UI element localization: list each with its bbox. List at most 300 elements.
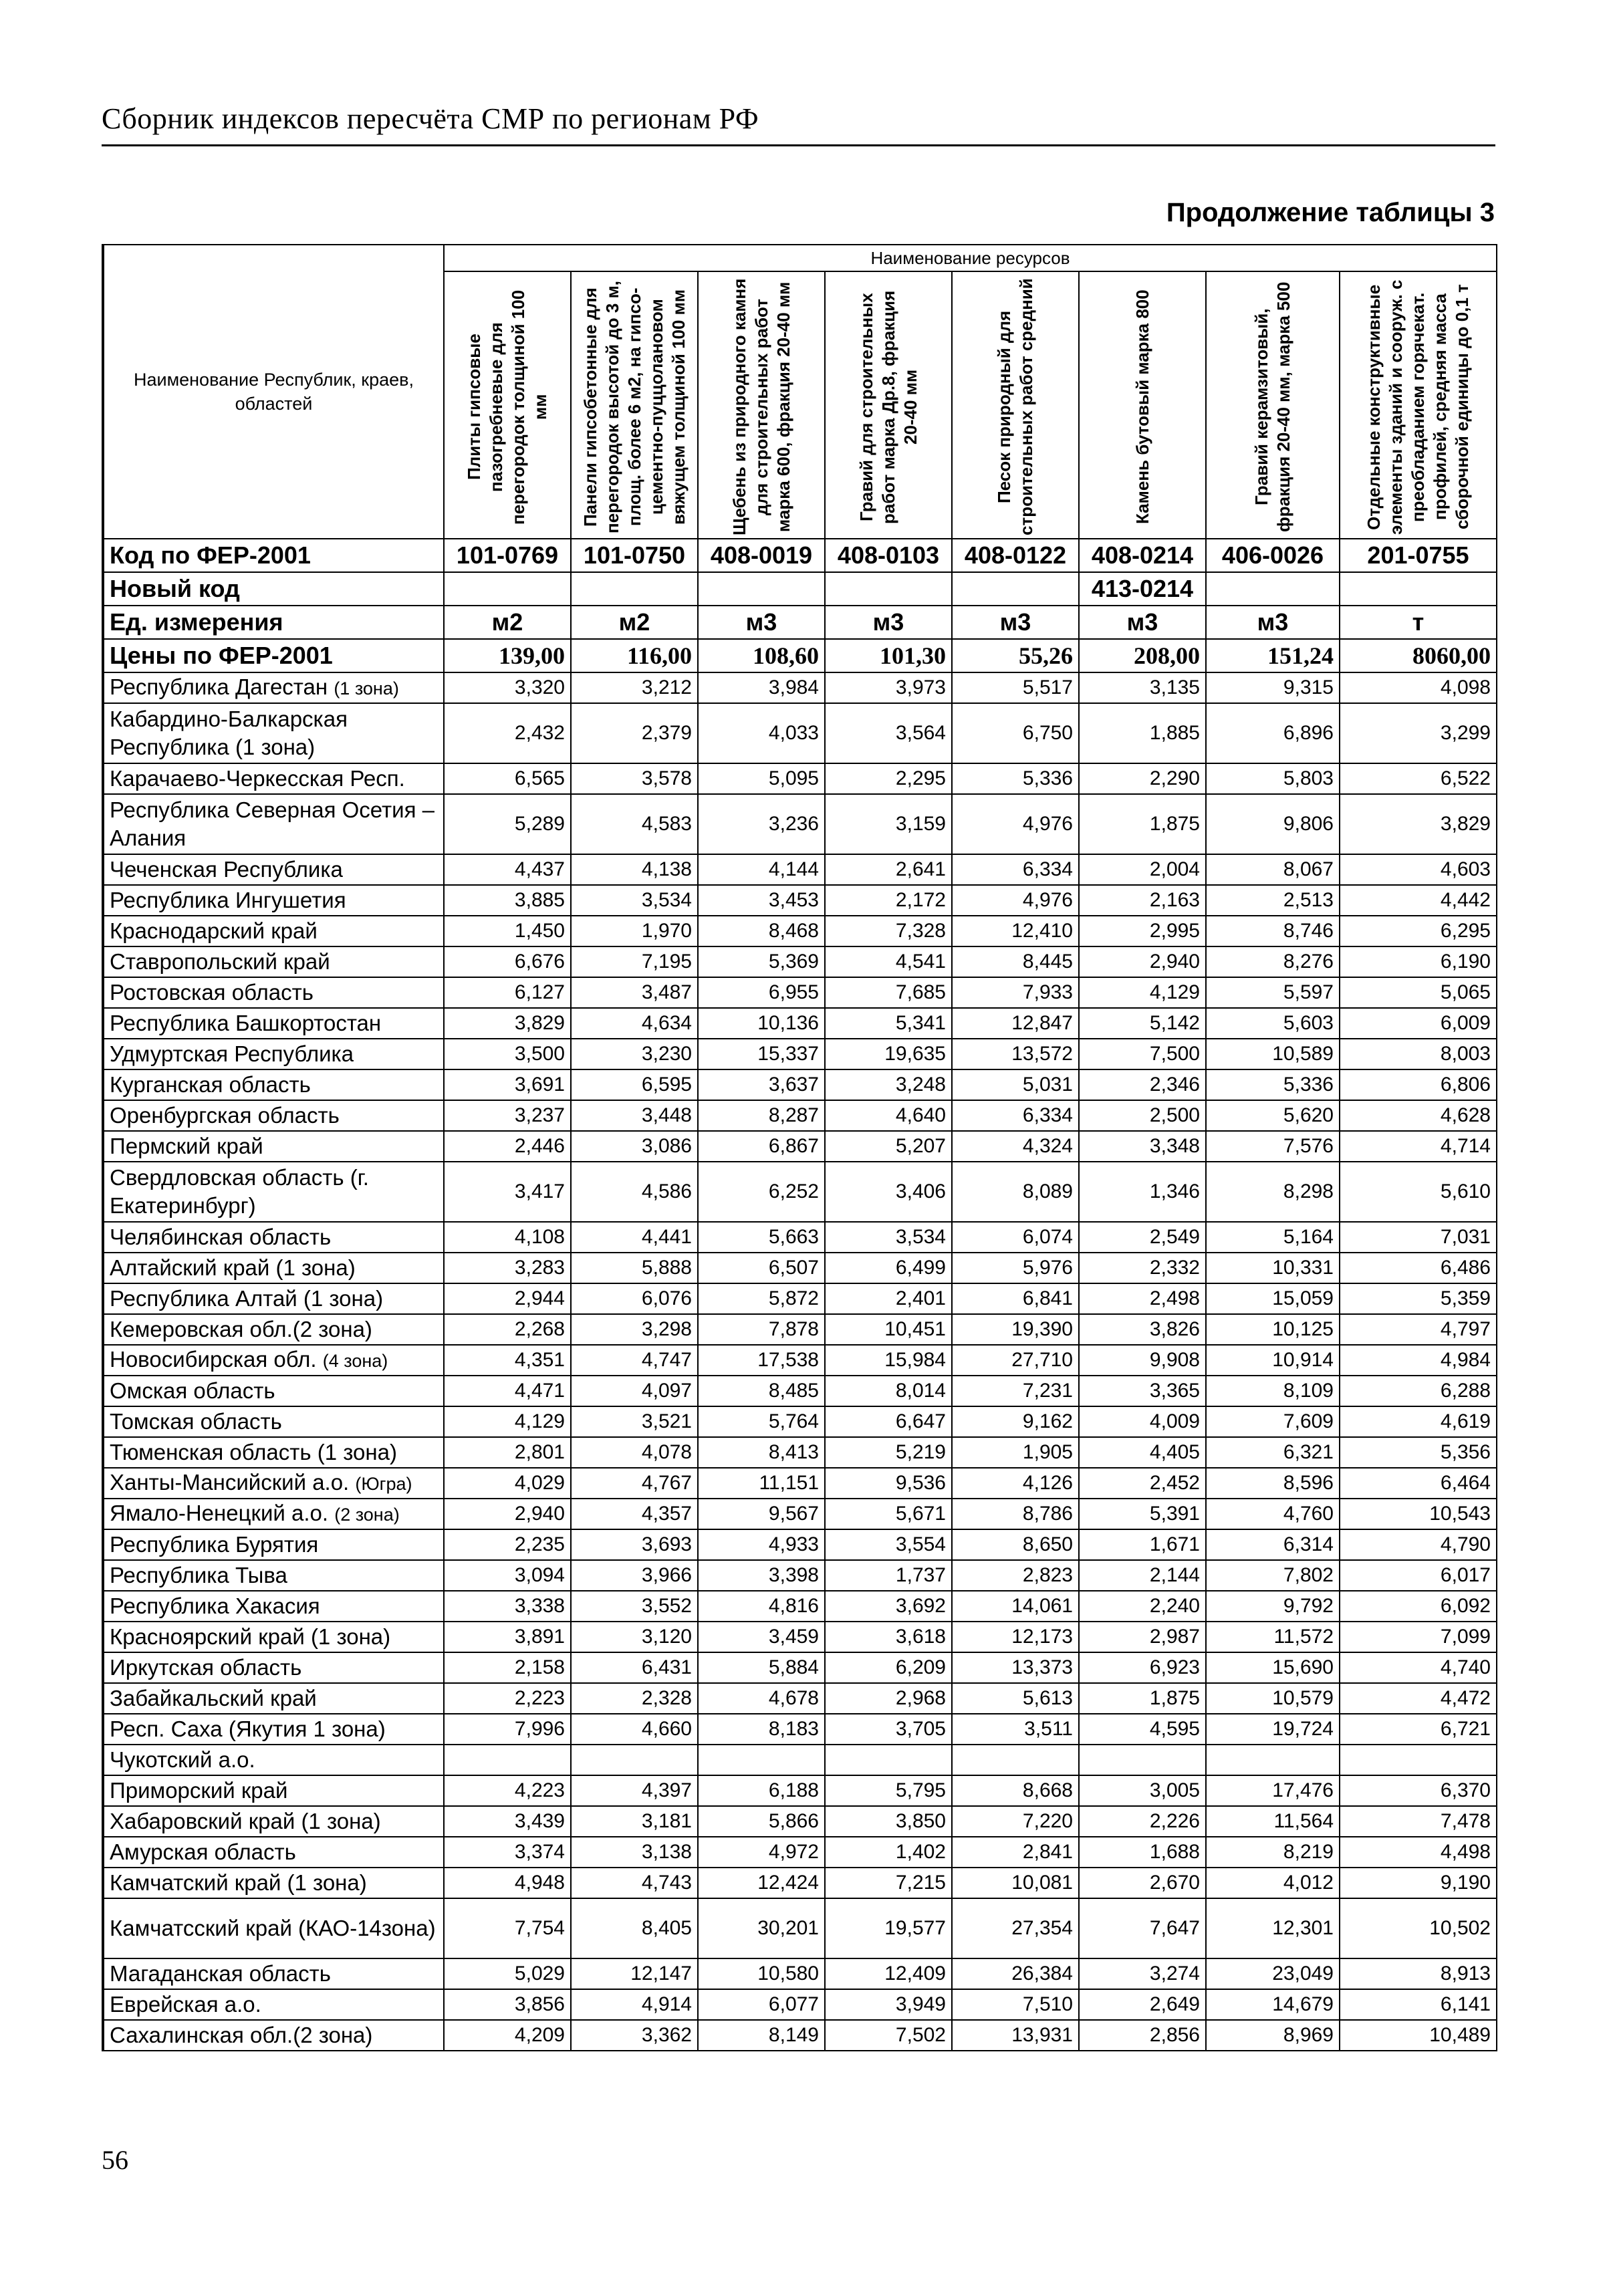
index-value-cell: 8,149 (698, 2020, 825, 2051)
index-value-cell: 4,012 (1206, 1868, 1340, 1898)
index-value-cell: 4,933 (698, 1529, 825, 1560)
index-value-cell: 6,431 (571, 1652, 698, 1683)
index-value-cell: 7,478 (1340, 1806, 1497, 1837)
resource-column-header (1079, 271, 1206, 539)
index-value-cell: 4,972 (698, 1837, 825, 1868)
index-value-cell: 6,321 (1206, 1437, 1340, 1468)
table-row (103, 1222, 1497, 1253)
index-value-cell: 6,923 (1079, 1652, 1206, 1683)
region-name (103, 1253, 444, 1283)
index-value-cell: 4,351 (444, 1345, 571, 1376)
index-value-cell: 13,373 (952, 1652, 1079, 1683)
index-value-cell: 5,872 (698, 1283, 825, 1314)
index-value-cell: 6,009 (1340, 1008, 1497, 1039)
index-value-cell: 4,583 (571, 794, 698, 854)
unit-row-label: Ед. измерения (103, 606, 444, 639)
index-value-cell: 7,328 (825, 916, 952, 946)
index-value-cell: 4,595 (1079, 1714, 1206, 1745)
index-value-cell: 2,332 (1079, 1253, 1206, 1283)
price-cell: 8060,00 (1340, 639, 1497, 672)
table-row (103, 703, 1497, 763)
index-value-cell: 6,896 (1206, 703, 1340, 763)
index-value-cell: 4,603 (1340, 854, 1497, 885)
region-name-text: Краснодарский край (110, 918, 318, 943)
index-value-cell: 7,500 (1079, 1039, 1206, 1069)
index-value-cell: 8,746 (1206, 916, 1340, 946)
region-name (103, 794, 444, 854)
index-value-cell: 2,987 (1079, 1622, 1206, 1652)
index-value-cell: 5,029 (444, 1958, 571, 1989)
index-value-cell: 30,201 (698, 1898, 825, 1958)
region-name (103, 1222, 444, 1253)
region-name-text: Камчатсский край (КАО-14зона) (110, 1916, 436, 1940)
index-value-cell: 5,095 (698, 763, 825, 794)
index-value-cell: 6,750 (952, 703, 1079, 763)
region-name-text: Свердловская область (г. Екатеринбург) (110, 1165, 369, 1218)
index-value-cell: 7,215 (825, 1868, 952, 1898)
index-value-cell: 6,522 (1340, 763, 1497, 794)
new-code-cell: 413-0214 (1079, 572, 1206, 606)
resource-column-header-text: Щебень из природного камня для строительных работ марка 600, фракция 20-40 мм (729, 278, 793, 536)
index-value-cell: 8,913 (1340, 1958, 1497, 1989)
resource-index-table (102, 244, 1497, 2051)
index-value-cell: 5,884 (698, 1652, 825, 1683)
index-value-cell: 6,077 (698, 1989, 825, 2020)
index-value-cell: 27,354 (952, 1898, 1079, 1958)
index-value-cell: 4,405 (1079, 1437, 1206, 1468)
index-value-cell: 6,295 (1340, 916, 1497, 946)
index-value-cell: 4,714 (1340, 1131, 1497, 1162)
index-value-cell: 5,289 (444, 794, 571, 854)
code-row-label: Код по ФЕР-2001 (103, 539, 444, 572)
index-value-cell: 3,554 (825, 1529, 952, 1560)
region-name-text: Республика Бурятия (110, 1532, 319, 1557)
index-value-cell (1340, 1745, 1497, 1775)
index-value-cell: 2,856 (1079, 2020, 1206, 2051)
index-value-cell: 4,397 (571, 1775, 698, 1806)
index-value-cell: 8,668 (952, 1775, 1079, 1806)
region-zone-suffix: (Югра) (355, 1474, 412, 1494)
table-row (103, 763, 1497, 794)
region-name-text: Красноярский край (1 зона) (110, 1624, 391, 1649)
table-row (103, 1131, 1497, 1162)
index-value-cell: 15,984 (825, 1345, 952, 1376)
index-value-cell: 7,754 (444, 1898, 571, 1958)
index-value-cell: 1,346 (1079, 1162, 1206, 1222)
index-value-cell: 5,663 (698, 1222, 825, 1253)
index-value-cell: 8,183 (698, 1714, 825, 1745)
index-value-cell: 4,144 (698, 854, 825, 885)
index-value-cell: 3,534 (825, 1222, 952, 1253)
index-value-cell: 6,334 (952, 854, 1079, 885)
region-name-text: Республика Дагестан (110, 674, 328, 699)
index-value-cell: 15,690 (1206, 1652, 1340, 1683)
index-value-cell: 6,647 (825, 1406, 952, 1437)
index-value-cell: 8,445 (952, 946, 1079, 977)
index-value-cell: 3,453 (698, 885, 825, 916)
region-name (103, 1837, 444, 1868)
fer-code-cell: 408-0122 (952, 539, 1079, 572)
region-name (103, 1499, 444, 1529)
index-value-cell: 4,976 (952, 885, 1079, 916)
index-value-cell: 10,125 (1206, 1314, 1340, 1345)
table-row (103, 672, 1497, 703)
index-value-cell: 2,823 (952, 1560, 1079, 1591)
index-value-cell: 5,603 (1206, 1008, 1340, 1039)
region-name (103, 703, 444, 763)
table-row (103, 1591, 1497, 1622)
index-value-cell: 8,014 (825, 1376, 952, 1406)
index-value-cell: 3,487 (571, 977, 698, 1008)
region-name (103, 1131, 444, 1162)
region-name-text: Иркутская область (110, 1655, 302, 1680)
index-value-cell: 4,437 (444, 854, 571, 885)
index-value-cell: 2,670 (1079, 1868, 1206, 1898)
index-value-cell: 11,151 (698, 1468, 825, 1499)
index-value-cell: 6,190 (1340, 946, 1497, 977)
index-value-cell: 3,973 (825, 672, 952, 703)
index-value-cell: 3,448 (571, 1100, 698, 1131)
index-value-cell: 2,223 (444, 1683, 571, 1714)
index-value-cell: 12,147 (571, 1958, 698, 1989)
index-value-cell: 4,541 (825, 946, 952, 977)
index-value-cell: 5,597 (1206, 977, 1340, 1008)
index-value-cell: 2,498 (1079, 1283, 1206, 1314)
index-value-cell: 3,135 (1079, 672, 1206, 703)
index-value-cell: 4,790 (1340, 1529, 1497, 1560)
index-value-cell: 3,691 (444, 1069, 571, 1100)
index-value-cell: 9,162 (952, 1406, 1079, 1437)
index-value-cell: 4,098 (1340, 672, 1497, 703)
region-zone-suffix: (2 зона) (334, 1505, 400, 1525)
index-value-cell: 8,969 (1206, 2020, 1340, 2051)
region-name (103, 1591, 444, 1622)
index-value-cell: 3,949 (825, 1989, 952, 2020)
region-name (103, 1652, 444, 1683)
table-row (103, 885, 1497, 916)
index-value-cell: 10,331 (1206, 1253, 1340, 1283)
index-value-cell: 3,552 (571, 1591, 698, 1622)
index-value-cell: 5,671 (825, 1499, 952, 1529)
new-code-cell (952, 572, 1079, 606)
index-value-cell: 9,806 (1206, 794, 1340, 854)
region-name (103, 1162, 444, 1222)
new-code-cell (698, 572, 825, 606)
region-name-text: Магаданская область (110, 1961, 331, 1986)
region-name (103, 1100, 444, 1131)
index-value-cell: 3,094 (444, 1560, 571, 1591)
index-value-cell: 8,067 (1206, 854, 1340, 885)
resource-column-header (952, 271, 1079, 539)
index-value-cell: 4,498 (1340, 1837, 1497, 1868)
index-value-cell: 5,888 (571, 1253, 698, 1283)
index-value-cell: 3,348 (1079, 1131, 1206, 1162)
region-name-text: Челябинская область (110, 1225, 332, 1249)
unit-cell: м3 (825, 606, 952, 639)
resource-column-header (444, 271, 571, 539)
region-name (103, 1345, 444, 1376)
index-value-cell: 7,996 (444, 1714, 571, 1745)
region-name (103, 1437, 444, 1468)
index-value-cell (1206, 1745, 1340, 1775)
region-name-text: Еврейская а.о. (110, 1992, 261, 2017)
index-value-cell: 5,803 (1206, 763, 1340, 794)
resource-column-header-text: Гравий керамзитовый, фракция 20-40 мм, марка 500 (1251, 281, 1293, 533)
index-value-cell: 3,966 (571, 1560, 698, 1591)
unit-cell: т (1340, 606, 1497, 639)
index-value-cell: 4,033 (698, 703, 825, 763)
index-value-cell: 2,968 (825, 1683, 952, 1714)
index-value-cell: 9,536 (825, 1468, 952, 1499)
index-value-cell: 3,829 (1340, 794, 1497, 854)
index-value-cell: 6,595 (571, 1069, 698, 1100)
index-value-cell: 3,298 (571, 1314, 698, 1345)
index-value-cell: 5,164 (1206, 1222, 1340, 1253)
index-value-cell: 7,933 (952, 977, 1079, 1008)
index-value-cell: 3,885 (444, 885, 571, 916)
region-name (103, 946, 444, 977)
index-value-cell: 5,356 (1340, 1437, 1497, 1468)
index-value-cell: 5,065 (1340, 977, 1497, 1008)
region-name (103, 1406, 444, 1437)
index-value-cell: 5,976 (952, 1253, 1079, 1283)
region-name-text: Ростовская область (110, 980, 314, 1005)
region-name (103, 1039, 444, 1069)
index-value-cell: 4,097 (571, 1376, 698, 1406)
index-value-cell: 4,816 (698, 1591, 825, 1622)
index-value-cell: 12,301 (1206, 1898, 1340, 1958)
table-row (103, 946, 1497, 977)
region-name (103, 1560, 444, 1591)
index-value-cell: 5,219 (825, 1437, 952, 1468)
table-row (103, 1714, 1497, 1745)
index-value-cell: 5,610 (1340, 1162, 1497, 1222)
resource-column-header-text: Гравий для строительных работ марка Др.8, фракция 20-40 мм (856, 290, 920, 524)
index-value-cell: 4,223 (444, 1775, 571, 1806)
region-name-text: Ханты-Мансийский а.о. (110, 1470, 350, 1495)
index-value-cell: 3,320 (444, 672, 571, 703)
region-name-text: Хабаровский край (1 зона) (110, 1809, 381, 1833)
index-value-cell: 8,298 (1206, 1162, 1340, 1222)
region-name (103, 1775, 444, 1806)
index-value-cell: 4,619 (1340, 1406, 1497, 1437)
index-value-cell: 2,235 (444, 1529, 571, 1560)
index-value-cell: 12,424 (698, 1868, 825, 1898)
index-value-cell (444, 1745, 571, 1775)
index-value-cell: 3,459 (698, 1622, 825, 1652)
index-value-cell: 2,452 (1079, 1468, 1206, 1499)
table-row (103, 1499, 1497, 1529)
index-value-cell: 4,029 (444, 1468, 571, 1499)
fer-code-cell: 101-0750 (571, 539, 698, 572)
index-value-cell: 8,405 (571, 1898, 698, 1958)
table-row (103, 1345, 1497, 1376)
index-value-cell: 4,747 (571, 1345, 698, 1376)
index-value-cell: 8,109 (1206, 1376, 1340, 1406)
resource-column-header (825, 271, 952, 539)
price-row-label: Цены по ФЕР-2001 (103, 639, 444, 672)
index-value-cell: 5,336 (1206, 1069, 1340, 1100)
index-value-cell: 2,649 (1079, 1989, 1206, 2020)
index-value-cell: 6,841 (952, 1283, 1079, 1314)
index-value-cell: 6,017 (1340, 1560, 1497, 1591)
index-value-cell: 2,446 (444, 1131, 571, 1162)
index-value-cell: 4,628 (1340, 1100, 1497, 1131)
index-value-cell: 7,220 (952, 1806, 1079, 1837)
index-value-cell: 6,806 (1340, 1069, 1497, 1100)
table-row (103, 1652, 1497, 1683)
resource-column-header-text: Камень бутовый марка 800 (1132, 289, 1152, 525)
table-row (103, 1745, 1497, 1775)
region-name-text: Сахалинская обл.(2 зона) (110, 2023, 373, 2047)
index-value-cell: 6,076 (571, 1283, 698, 1314)
index-value-cell: 6,288 (1340, 1376, 1497, 1406)
table-row (103, 1622, 1497, 1652)
index-value-cell: 3,637 (698, 1069, 825, 1100)
index-value-cell: 3,398 (698, 1560, 825, 1591)
index-value-cell: 3,120 (571, 1622, 698, 1652)
index-value-cell: 3,829 (444, 1008, 571, 1039)
index-value-cell: 4,948 (444, 1868, 571, 1898)
index-value-cell: 3,274 (1079, 1958, 1206, 1989)
index-value-cell: 19,635 (825, 1039, 952, 1069)
index-value-cell: 3,362 (571, 2020, 698, 2051)
region-name (103, 2020, 444, 2051)
unit-cell: м3 (1079, 606, 1206, 639)
index-value-cell: 7,031 (1340, 1222, 1497, 1253)
fer-code-cell: 406-0026 (1206, 539, 1340, 572)
index-value-cell: 2,226 (1079, 1806, 1206, 1837)
index-value-cell: 10,136 (698, 1008, 825, 1039)
table-row (103, 1314, 1497, 1345)
resource-column-header (698, 271, 825, 539)
index-value-cell: 8,089 (952, 1162, 1079, 1222)
index-value-cell: 8,650 (952, 1529, 1079, 1560)
region-name (103, 763, 444, 794)
index-value-cell: 4,984 (1340, 1345, 1497, 1376)
index-value-cell: 3,237 (444, 1100, 571, 1131)
index-value-cell: 10,579 (1206, 1683, 1340, 1714)
index-value-cell: 5,391 (1079, 1499, 1206, 1529)
region-name-text: Республика Тыва (110, 1563, 287, 1587)
region-name (103, 916, 444, 946)
region-name-text: Республика Хакасия (110, 1593, 320, 1618)
price-cell: 116,00 (571, 639, 698, 672)
resource-column-header (571, 271, 698, 539)
table-row (103, 1100, 1497, 1131)
index-value-cell: 3,159 (825, 794, 952, 854)
index-value-cell: 2,268 (444, 1314, 571, 1345)
index-value-cell: 2,004 (1079, 854, 1206, 885)
index-value-cell: 7,195 (571, 946, 698, 977)
region-name-text: Кабардино-Балкарская Республика (1 зона) (110, 707, 348, 759)
region-name-text: Республика Ингушетия (110, 888, 346, 912)
index-value-cell: 13,572 (952, 1039, 1079, 1069)
index-value-cell: 4,129 (444, 1406, 571, 1437)
region-name (103, 1008, 444, 1039)
index-value-cell: 15,059 (1206, 1283, 1340, 1314)
index-value-cell: 5,369 (698, 946, 825, 977)
index-value-cell: 6,141 (1340, 1989, 1497, 2020)
index-value-cell: 6,867 (698, 1131, 825, 1162)
table-row (103, 1683, 1497, 1714)
table-row (103, 1529, 1497, 1560)
index-value-cell: 2,158 (444, 1652, 571, 1683)
region-name (103, 1069, 444, 1100)
region-name (103, 977, 444, 1008)
index-value-cell: 4,640 (825, 1100, 952, 1131)
index-value-cell: 2,513 (1206, 885, 1340, 916)
index-value-cell: 6,676 (444, 946, 571, 977)
index-value-cell: 5,359 (1340, 1283, 1497, 1314)
table-row (103, 1560, 1497, 1591)
header-rule (102, 144, 1495, 146)
index-value-cell: 1,450 (444, 916, 571, 946)
table-row (103, 977, 1497, 1008)
index-value-cell (952, 1745, 1079, 1775)
price-cell: 101,30 (825, 639, 952, 672)
index-value-cell: 7,647 (1079, 1898, 1206, 1958)
index-value-cell: 4,441 (571, 1222, 698, 1253)
resource-column-header (1340, 271, 1497, 539)
index-value-cell: 17,476 (1206, 1775, 1340, 1806)
region-name (103, 1745, 444, 1775)
index-value-cell: 5,517 (952, 672, 1079, 703)
index-value-cell: 4,009 (1079, 1406, 1206, 1437)
region-name (103, 1622, 444, 1652)
index-value-cell: 3,338 (444, 1591, 571, 1622)
index-value-cell: 4,760 (1206, 1499, 1340, 1529)
index-value-cell: 2,641 (825, 854, 952, 885)
region-name-text: Камчатский край (1 зона) (110, 1870, 367, 1895)
index-value-cell: 4,472 (1340, 1683, 1497, 1714)
index-value-cell: 3,212 (571, 672, 698, 703)
index-value-cell: 3,230 (571, 1039, 698, 1069)
index-value-cell: 2,328 (571, 1683, 698, 1714)
index-value-cell: 12,173 (952, 1622, 1079, 1652)
index-value-cell: 4,209 (444, 2020, 571, 2051)
index-value-cell: 3,500 (444, 1039, 571, 1069)
index-value-cell: 7,802 (1206, 1560, 1340, 1591)
resource-column-header-text: Плиты гипсовые пазогребневые для перегородок толщиной 100 мм (464, 289, 550, 525)
index-value-cell: 12,409 (825, 1958, 952, 1989)
index-value-cell: 1,402 (825, 1837, 952, 1868)
region-name-text: Приморский край (110, 1778, 288, 1803)
index-value-cell: 6,507 (698, 1253, 825, 1283)
index-value-cell: 2,500 (1079, 1100, 1206, 1131)
index-value-cell: 6,499 (825, 1253, 952, 1283)
index-value-cell: 3,236 (698, 794, 825, 854)
index-value-cell: 6,092 (1340, 1591, 1497, 1622)
index-value-cell: 6,565 (444, 763, 571, 794)
table-row (103, 1898, 1497, 1958)
index-value-cell: 9,908 (1079, 1345, 1206, 1376)
index-value-cell: 6,370 (1340, 1775, 1497, 1806)
index-value-cell: 13,931 (952, 2020, 1079, 2051)
region-name (103, 672, 444, 703)
fer-code-cell: 101-0769 (444, 539, 571, 572)
index-value-cell: 1,970 (571, 916, 698, 946)
table-row (103, 1468, 1497, 1499)
index-value-cell: 4,743 (571, 1868, 698, 1898)
region-name-text: Забайкальский край (110, 1686, 317, 1710)
index-value-cell: 3,005 (1079, 1775, 1206, 1806)
index-value-cell: 14,061 (952, 1591, 1079, 1622)
unit-cell: м3 (1206, 606, 1340, 639)
fer-code-cell: 201-0755 (1340, 539, 1497, 572)
index-value-cell: 2,940 (444, 1499, 571, 1529)
index-value-cell: 5,142 (1079, 1008, 1206, 1039)
